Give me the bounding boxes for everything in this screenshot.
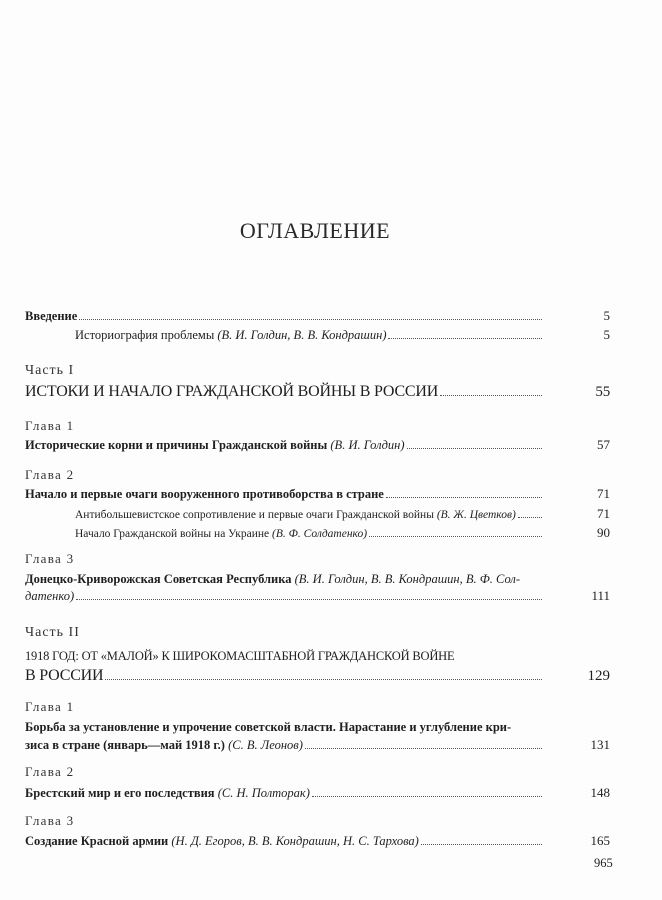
dot-leader (518, 517, 542, 518)
chapter-label: Глава 1 (25, 418, 75, 433)
page-title: ОГЛАВЛЕНИЕ (239, 218, 391, 243)
page-ref: 111 (591, 588, 610, 603)
dot-leader (407, 448, 542, 449)
chapter-label: Глава 2 (25, 467, 75, 482)
chapter-label: Глава 2 (25, 764, 75, 779)
entry-title: Брестский мир и его последствия (25, 786, 215, 800)
part-label: Часть II (25, 625, 80, 640)
dot-leader (369, 536, 542, 537)
page-ref: 90 (597, 525, 610, 540)
chapter-label: Глава 3 (25, 551, 75, 566)
entry-title: Создание Красной армии (25, 834, 169, 848)
entry-title: зиса в стране (январь—май 1918 г.) (25, 738, 225, 752)
toc-entry-chapter[interactable] (25, 486, 610, 502)
page-ref: 131 (590, 737, 610, 752)
page-ref: 57 (597, 437, 610, 452)
page-ref: 5 (603, 327, 610, 342)
dot-leader (305, 748, 542, 749)
toc-entry-chapter-line2[interactable] (25, 737, 610, 753)
entry-authors: (В. И. Голдин) (330, 438, 405, 452)
part-label: Часть I (25, 363, 75, 378)
toc-entry-part1[interactable] (25, 384, 610, 400)
toc-entry-section[interactable] (75, 525, 610, 542)
page-number: 965 (594, 856, 613, 870)
entry-title: Начало и первые очаги вооруженного противоборства в стране (25, 487, 384, 501)
part-title: ИСТОКИ И НАЧАЛО ГРАЖДАНСКОЙ ВОЙНЫ В РОССИИ (25, 383, 439, 400)
chapter-label: Глава 3 (25, 813, 75, 828)
entry-authors: (В. Ф. Солдатенко) (272, 528, 368, 540)
dot-leader (386, 497, 542, 498)
entry-title: Введение (25, 309, 78, 323)
entry-authors: (Н. Д. Егоров, В. В. Кондрашин, Н. С. Тархова) (171, 834, 419, 848)
entry-authors: датенко) (25, 589, 75, 603)
toc-entry-chapter[interactable] (25, 833, 610, 849)
toc-entry-chapter-line1[interactable]: Борьба за установление и упрочение советской власти. Нарастание и углубление кри- (25, 720, 512, 734)
entry-authors: (В. И. Голдин, В. В. Кондрашин, В. Ф. Сол- (294, 572, 520, 586)
part-title-line1: 1918 ГОД: ОТ «МАЛОЙ» К ШИРОКОМАСШТАБНОЙ ГРАЖДАНСКОЙ ВОЙНЕ (25, 649, 455, 663)
page-ref: 148 (590, 785, 610, 800)
entry-authors: (С. В. Леонов) (228, 738, 303, 752)
dot-leader (312, 796, 542, 797)
entry-authors: (В. И. Голдин, В. В. Кондрашин) (217, 328, 387, 342)
entry-authors: (С. Н. Полторак) (217, 786, 310, 800)
toc-entry-historiography[interactable] (75, 327, 610, 343)
entry-authors: (В. Ж. Цветков) (436, 509, 516, 521)
page-ref: 129 (587, 668, 610, 684)
page-ref: 55 (595, 384, 610, 400)
page-ref: 165 (590, 833, 610, 848)
toc-entry-chapter[interactable] (25, 785, 610, 801)
dot-leader (79, 319, 542, 320)
entry-title: Историография проблемы (75, 328, 215, 342)
toc-entry-part2[interactable] (25, 668, 610, 684)
toc-entry-intro[interactable] (25, 308, 610, 324)
dot-leader (105, 679, 542, 680)
entry-title: Антибольшевистское сопротивление и первые очаги Гражданской войны (75, 509, 434, 521)
toc-entry-chapter-line2[interactable] (25, 588, 610, 604)
toc-entry-chapter-line1[interactable] (25, 571, 520, 587)
entry-title: Исторические корни и причины Гражданской войны (25, 438, 328, 452)
toc-entry-chapter[interactable] (25, 437, 610, 453)
entry-title: Начало Гражданской войны на Украине (75, 528, 270, 540)
dot-leader (421, 844, 542, 845)
dot-leader (76, 599, 542, 600)
dot-leader (440, 395, 542, 396)
entry-title: Донецко-Криворожская Советская Республика (25, 572, 292, 586)
toc-entry-section[interactable] (75, 506, 610, 523)
page-ref: 71 (597, 506, 610, 521)
page-ref: 71 (597, 486, 610, 501)
dot-leader (388, 338, 542, 339)
part-title-line2: В РОССИИ (25, 667, 104, 684)
page-ref: 5 (603, 308, 610, 323)
chapter-label: Глава 1 (25, 699, 75, 714)
